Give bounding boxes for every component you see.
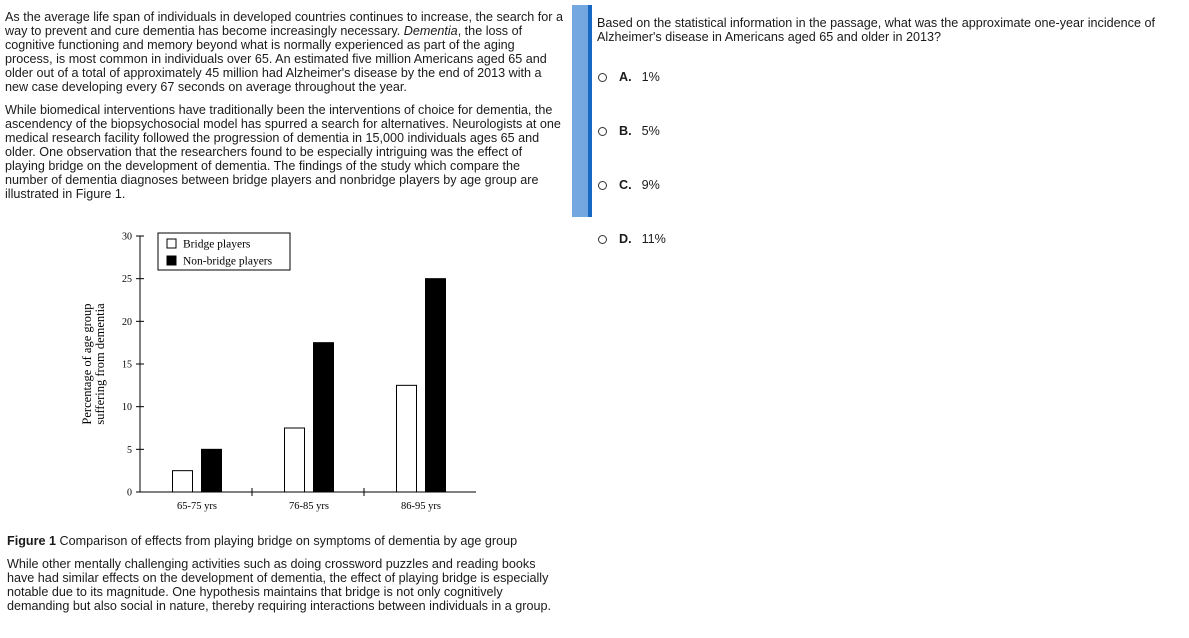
passage-paragraph-1: As the average life span of individuals in developed countries continues to increase, the search for a way to prevent and cure dementia has become increasingly necessary. Dementia, the loss of cognitive functioning and memory beyond what is normally experienced as part of the aging process, is most common in individuals over 65. An estimated five million Americans aged 65 and older out of a total of approximately 45 million had Alzheimer's disease by the end of 2013 with a new case developing every 67 seconds on average throughout the year. [5, 10, 563, 94]
bridge-bar-76-85-yrs [285, 428, 305, 492]
bar-chart [78, 225, 488, 525]
figure-1-chart [78, 225, 488, 525]
passage-paragraph-3: While other mentally challenging activities such as doing crossword puzzles and reading books have had similar effects on the development of dementia, the effect of playing bridge is especially notable due to its magnitude. One hypothesis maintains that bridge is not only cognitively demanding but also social in nature, thereby requiring interactions between individuals in a group. [7, 557, 551, 613]
y-axis-label [80, 303, 107, 425]
passage-paragraph-2: While biomedical interventions have traditionally been the interventions of choice for dementia, the ascendency of the biopsychosocial model has spurred a search for alternatives. Neurologists at one medical research facility followed the progression of dementia in 15,000 individuals ages 65 and older. One observation that the researchers found to be especially intriguing was the effect of playing bridge on the development of dementia. The findings of the study which compare the number of dementia diagnoses between bridge players and nonbridge players by age group are illustrated in Figure 1. [5, 103, 561, 201]
y-tick-label: 5 [127, 444, 132, 456]
x-tick-label: 86-95 yrs [401, 501, 441, 512]
bridge-bar-65-75-yrs [173, 471, 193, 492]
passage [5, 11, 565, 212]
choice-d[interactable]: D. 11% [598, 232, 666, 246]
legend-swatch [167, 239, 176, 248]
figure-caption: Figure 1 Comparison of effects from playing bridge on symptoms of dementia by age group [7, 534, 518, 548]
question-stem: Based on the statistical information in the passage, what was the approximate one-year incidence of Alzheimer's disease in Americans aged 65 and older in 2013? [597, 16, 1155, 44]
nonbridge-bar-65-75-yrs [202, 449, 222, 492]
choice-c[interactable]: C. 9% [598, 178, 660, 192]
radio-icon[interactable] [598, 235, 607, 244]
legend-label: Bridge players [183, 238, 251, 251]
y-ticks [122, 232, 144, 499]
y-axis-label-line: suffering from dementia [93, 303, 107, 425]
pane-divider[interactable] [572, 5, 592, 217]
y-tick-label: 30 [122, 231, 132, 243]
bridge-bar-86-95-yrs [397, 385, 417, 492]
y-tick-label: 25 [122, 274, 132, 286]
legend-label: Non-bridge players [183, 255, 273, 268]
bars [173, 279, 446, 492]
radio-icon[interactable] [598, 127, 607, 136]
dementia-term: Dementia [403, 23, 458, 38]
nonbridge-bar-76-85-yrs [314, 343, 334, 492]
y-tick-label: 0 [127, 487, 132, 499]
choice-a[interactable]: A. 1% [598, 70, 660, 84]
radio-icon[interactable] [598, 181, 607, 190]
legend-swatch [167, 256, 176, 265]
y-tick-label: 20 [122, 316, 132, 328]
radio-icon[interactable] [598, 73, 607, 82]
x-tick-label: 65-75 yrs [177, 501, 217, 512]
figure-label: Figure 1 [7, 534, 56, 548]
nonbridge-bar-86-95-yrs [426, 279, 446, 492]
y-tick-label: 10 [122, 402, 132, 414]
y-tick-label: 15 [122, 359, 132, 371]
legend [158, 233, 290, 270]
y-axis-label-line: Percentage of age group [80, 303, 94, 425]
choice-b[interactable]: B. 5% [598, 124, 660, 138]
pane-divider-edge[interactable] [588, 5, 592, 217]
x-tick-label: 76-85 yrs [289, 501, 329, 512]
